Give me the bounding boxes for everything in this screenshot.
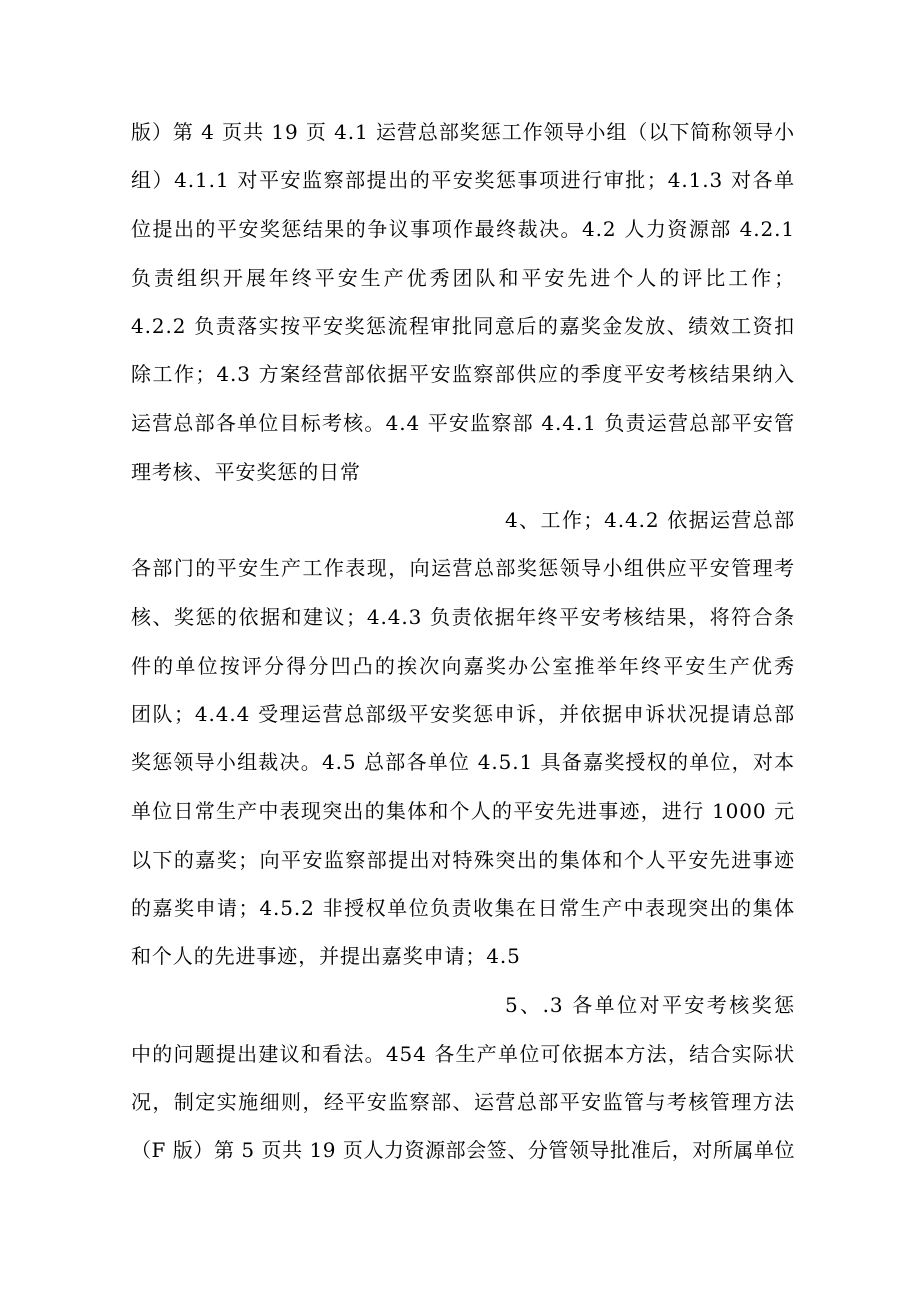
text-line: 版）第 4 页共 19 页 4.1 运营总部奖惩工作领导小组（以下简称领导小 — [131, 120, 795, 144]
text-line: 各部门的平安生产工作表现，向运营总部奖惩领导小组供应平安管理考 — [131, 556, 795, 580]
text-line: 核、奖惩的依据和建议；4.4.3 负责依据年终平安考核结果，将符合条 — [131, 605, 795, 629]
text-line: 运营总部各单位目标考核。4.4 平安监察部 4.4.1 负责运营总部平安管 — [131, 411, 795, 435]
text-line: 4、工作；4.4.2 依据运营总部 — [505, 508, 795, 532]
text-line: （F 版）第 5 页共 19 页人力资源部会签、分管领导批准后，对所属单位 — [131, 1138, 795, 1162]
text-line: 5、.3 各单位对平安考核奖惩 — [505, 993, 795, 1017]
text-line: 除工作；4.3 方案经营部依据平安监察部供应的季度平安考核结果纳入 — [131, 362, 795, 386]
text-line: 位提出的平安奖惩结果的争议事项作最终裁决。4.2 人力资源部 4.2.1 — [131, 217, 795, 241]
text-line: 理考核、平安奖惩的日常 — [131, 460, 361, 484]
text-line: 奖惩领导小组裁决。4.5 总部各单位 4.5.1 具备嘉奖授权的单位，对本 — [131, 750, 795, 774]
text-line: 况，制定实施细则，经平安监察部、运营总部平安监管与考核管理方法 — [131, 1090, 795, 1114]
text-line: 的嘉奖申请；4.5.2 非授权单位负责收集在日常生产中表现突出的集体 — [131, 896, 795, 920]
text-line: 单位日常生产中表现突出的集体和个人的平安先进事迹，进行 1000 元 — [131, 799, 795, 823]
text-line: 中的问题提出建议和看法。454 各生产单位可依据本方法，结合实际状 — [131, 1042, 795, 1066]
text-line: 4.2.2 负责落实按平安奖惩流程审批同意后的嘉奖金发放、绩效工资扣 — [131, 314, 795, 338]
text-line: 负责组织开展年终平安生产优秀团队和平安先进个人的评比工作； — [131, 266, 795, 290]
text-line: 组）4.1.1 对平安监察部提出的平安奖惩事项进行审批；4.1.3 对各单 — [131, 168, 795, 192]
text-line: 件的单位按评分得分凹凸的挨次向嘉奖办公室推举年终平安生产优秀 — [131, 654, 795, 678]
text-line: 以下的嘉奖；向平安监察部提出对特殊突出的集体和个人平安先进事迹 — [131, 848, 795, 872]
text-line: 和个人的先进事迹，并提出嘉奖申请；4.5 — [131, 944, 521, 968]
text-line: 团队；4.4.4 受理运营总部级平安奖惩申诉，并依据申诉状况提请总部 — [131, 702, 795, 726]
